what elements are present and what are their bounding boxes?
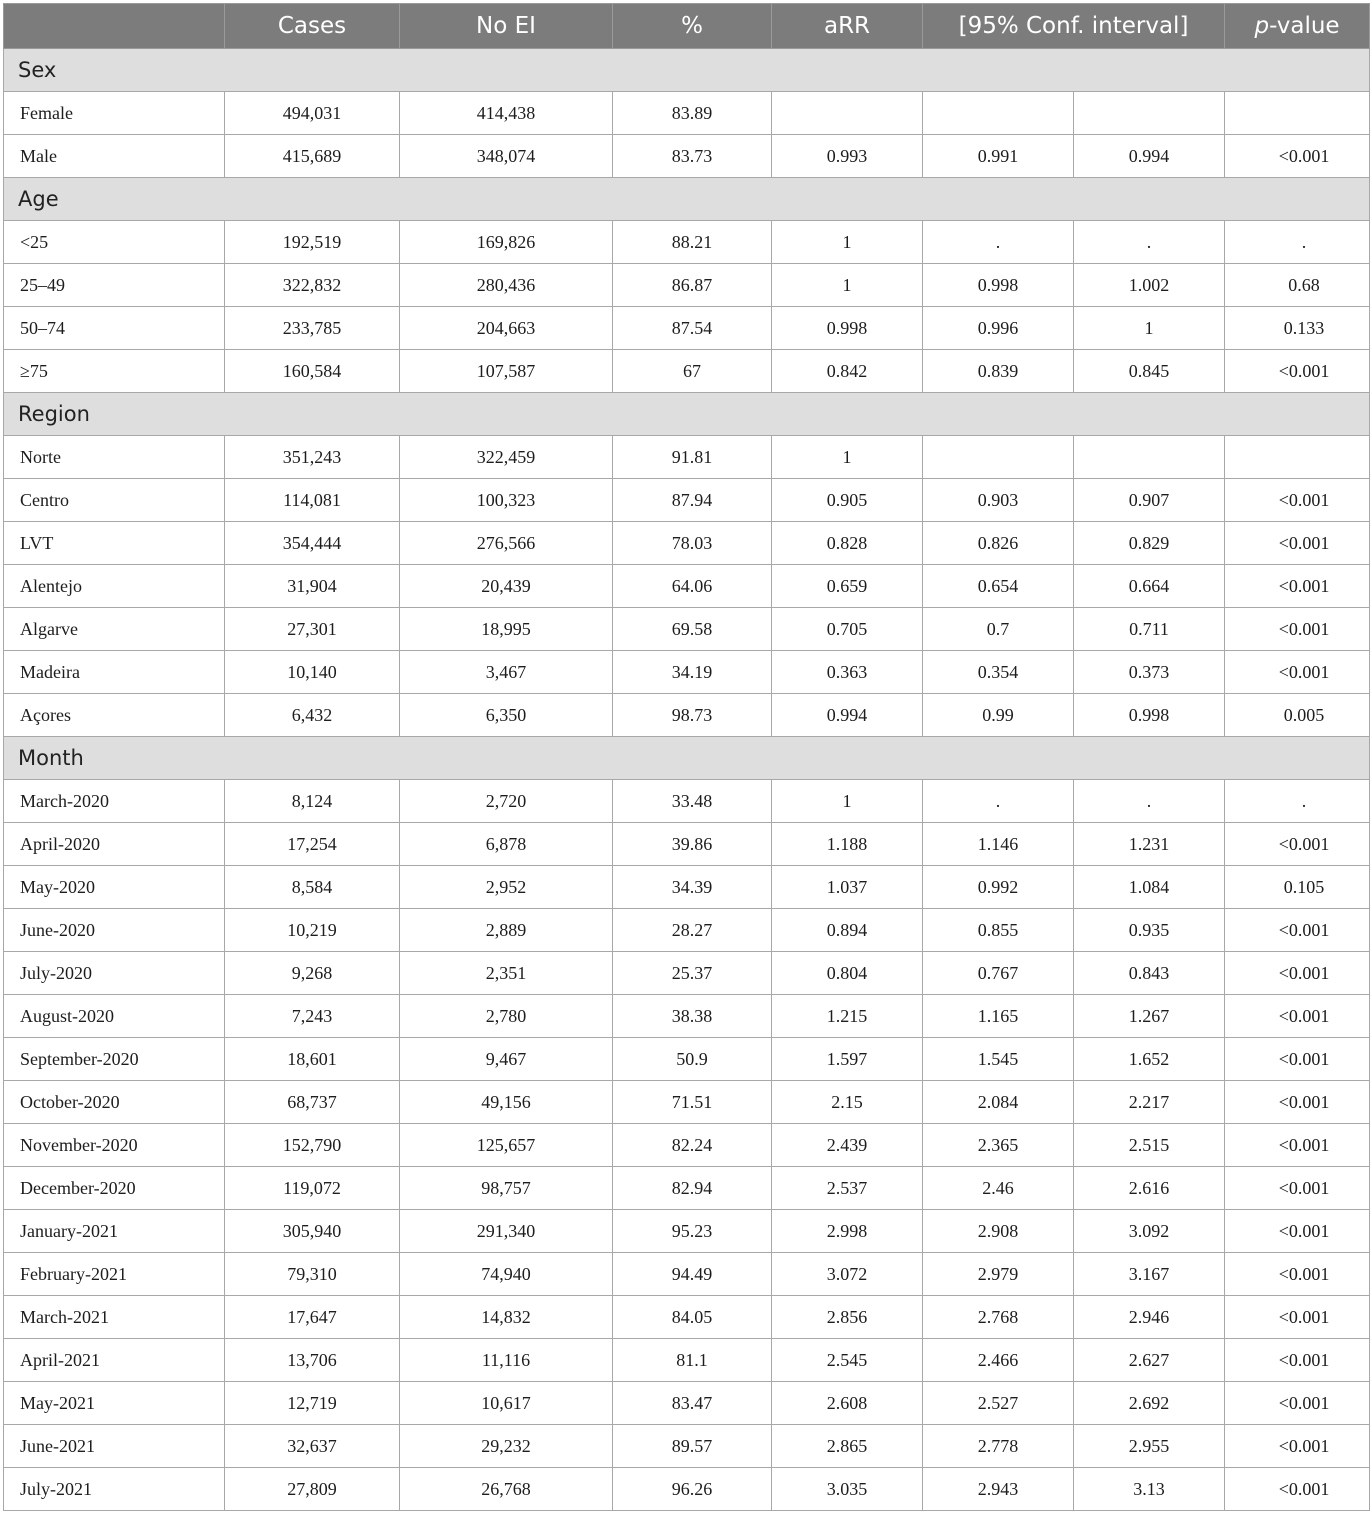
table-cell: 0.654 [923,565,1074,608]
table-row [4,909,1370,952]
table-cell: 2,720 [400,780,613,823]
table-row [4,694,1370,737]
table-cell: 2,952 [400,866,613,909]
table-cell: 0.711 [1074,608,1225,651]
table-cell: 354,444 [225,522,400,565]
table-cell: 2.946 [1074,1296,1225,1339]
table-cell: <0.001 [1225,1468,1370,1511]
table-cell: 6,350 [400,694,613,737]
table-cell: 0.839 [923,350,1074,393]
table-cell: 3.092 [1074,1210,1225,1253]
table-cell: 2.979 [923,1253,1074,1296]
table-cell: 291,340 [400,1210,613,1253]
table-cell: 81.1 [613,1339,772,1382]
table-cell: 2.865 [772,1425,923,1468]
table-cell: 79,310 [225,1253,400,1296]
table-cell [1225,436,1370,479]
table-cell: 0.935 [1074,909,1225,952]
row-label: January-2021 [4,1210,225,1253]
table-cell: 1 [772,436,923,479]
table-cell: <0.001 [1225,909,1370,952]
table-cell: 1 [772,221,923,264]
row-label: April-2020 [4,823,225,866]
table-cell: 0.991 [923,135,1074,178]
table-cell: <0.001 [1225,350,1370,393]
table-cell: 0.005 [1225,694,1370,737]
table-cell: 25.37 [613,952,772,995]
section-title: Month [4,737,1370,780]
table-row [4,1167,1370,1210]
table-cell: <0.001 [1225,1038,1370,1081]
table-row [4,952,1370,995]
table-cell: 0.998 [772,307,923,350]
table-cell: 0.804 [772,952,923,995]
table-cell: 3.13 [1074,1468,1225,1511]
table-cell: 6,878 [400,823,613,866]
table-cell: 0.993 [772,135,923,178]
table-row [4,1382,1370,1425]
table-cell: 0.7 [923,608,1074,651]
table-cell: 2.616 [1074,1167,1225,1210]
table-row [4,1425,1370,1468]
table-cell: 0.996 [923,307,1074,350]
table-cell: 82.24 [613,1124,772,1167]
section-row [4,178,1370,221]
row-label: Female [4,92,225,135]
table-cell: 2,889 [400,909,613,952]
table-row [4,135,1370,178]
table-cell: 11,116 [400,1339,613,1382]
table-cell: 1.545 [923,1038,1074,1081]
table-cell: . [1225,780,1370,823]
table-cell: 0.845 [1074,350,1225,393]
table-cell: <0.001 [1225,651,1370,694]
table-cell: 84.05 [613,1296,772,1339]
table-cell: 34.39 [613,866,772,909]
table-body [4,49,1370,1511]
table-cell: 0.903 [923,479,1074,522]
table-cell: 83.47 [613,1382,772,1425]
table-cell: 152,790 [225,1124,400,1167]
table-cell [1074,92,1225,135]
table-row [4,264,1370,307]
table-cell: 0.373 [1074,651,1225,694]
table-cell: 26,768 [400,1468,613,1511]
table-cell: 6,432 [225,694,400,737]
table-cell: 0.994 [1074,135,1225,178]
table-cell: 12,719 [225,1382,400,1425]
table-cell: <0.001 [1225,608,1370,651]
table-cell: 0.659 [772,565,923,608]
table-cell: 17,647 [225,1296,400,1339]
table-cell: 1 [1074,307,1225,350]
table-cell: 29,232 [400,1425,613,1468]
results-table [3,3,1370,1511]
table-row [4,651,1370,694]
table-cell: 87.94 [613,479,772,522]
table-row [4,1296,1370,1339]
table-cell: 0.664 [1074,565,1225,608]
table-cell: 69.58 [613,608,772,651]
table-cell: 3.072 [772,1253,923,1296]
table-cell: 348,074 [400,135,613,178]
table-cell: 351,243 [225,436,400,479]
table-cell: . [1225,221,1370,264]
table-cell: 0.363 [772,651,923,694]
header-row [4,4,1370,49]
table-cell: 2.692 [1074,1382,1225,1425]
table-cell: 233,785 [225,307,400,350]
table-cell: 322,459 [400,436,613,479]
table-cell: 17,254 [225,823,400,866]
section-row [4,737,1370,780]
table-cell: 204,663 [400,307,613,350]
table-cell: 2.466 [923,1339,1074,1382]
table-cell: 74,940 [400,1253,613,1296]
table-cell: 2.527 [923,1382,1074,1425]
row-label: Norte [4,436,225,479]
table-cell: 2.908 [923,1210,1074,1253]
table-cell: 10,617 [400,1382,613,1425]
table-cell: 2.778 [923,1425,1074,1468]
section-title: Region [4,393,1370,436]
table-cell: 2.084 [923,1081,1074,1124]
table-cell: 0.133 [1225,307,1370,350]
table-row [4,866,1370,909]
table-cell: 10,140 [225,651,400,694]
table-cell: . [1074,221,1225,264]
table-cell [1225,92,1370,135]
table-cell [1074,436,1225,479]
table-cell: 2.515 [1074,1124,1225,1167]
table-cell: 114,081 [225,479,400,522]
table-cell: 0.705 [772,608,923,651]
table-cell: <0.001 [1225,1253,1370,1296]
table-cell: . [923,221,1074,264]
table-cell: 9,268 [225,952,400,995]
table-cell: 1.084 [1074,866,1225,909]
table-cell: 0.829 [1074,522,1225,565]
table-cell: <0.001 [1225,1339,1370,1382]
table-row [4,1124,1370,1167]
table-cell: 31,904 [225,565,400,608]
table-cell: 71.51 [613,1081,772,1124]
table-cell: <0.001 [1225,1167,1370,1210]
table-cell: 39.86 [613,823,772,866]
row-label: February-2021 [4,1253,225,1296]
table-row [4,1038,1370,1081]
row-label: May-2021 [4,1382,225,1425]
table-row [4,436,1370,479]
table-cell: 98.73 [613,694,772,737]
row-label: December-2020 [4,1167,225,1210]
table-cell: 0.894 [772,909,923,952]
table-cell: 1.165 [923,995,1074,1038]
table-cell: 125,657 [400,1124,613,1167]
table-cell: 100,323 [400,479,613,522]
header-cases: Cases [225,4,400,49]
row-label: June-2020 [4,909,225,952]
table-cell: 0.843 [1074,952,1225,995]
table-cell: 88.21 [613,221,772,264]
table-cell: 3.035 [772,1468,923,1511]
table-cell: <0.001 [1225,1296,1370,1339]
table-cell: 2,351 [400,952,613,995]
table-cell: . [1074,780,1225,823]
row-label: <25 [4,221,225,264]
table-cell [772,92,923,135]
table-cell: 415,689 [225,135,400,178]
table-cell: 83.73 [613,135,772,178]
table-cell: <0.001 [1225,565,1370,608]
table-cell: 0.842 [772,350,923,393]
row-label: November-2020 [4,1124,225,1167]
table-cell: 1 [772,264,923,307]
table-cell: 0.105 [1225,866,1370,909]
table-cell: 2.955 [1074,1425,1225,1468]
table-cell: 2.768 [923,1296,1074,1339]
section-row [4,393,1370,436]
table-cell: 27,809 [225,1468,400,1511]
table-cell: 1 [772,780,923,823]
table-cell: 18,601 [225,1038,400,1081]
table-cell: 2.46 [923,1167,1074,1210]
table-cell: 87.54 [613,307,772,350]
row-label: Açores [4,694,225,737]
header-p-value [1225,4,1370,49]
table-cell: 89.57 [613,1425,772,1468]
row-label: April-2021 [4,1339,225,1382]
header-arr: aRR [772,4,923,49]
row-label: 25–49 [4,264,225,307]
table-row [4,522,1370,565]
table-cell: 67 [613,350,772,393]
table-cell: <0.001 [1225,952,1370,995]
table-cell: 86.87 [613,264,772,307]
row-label: 50–74 [4,307,225,350]
table-cell: . [923,780,1074,823]
table-cell: 1.652 [1074,1038,1225,1081]
table-row [4,780,1370,823]
table-row [4,995,1370,1038]
table-cell: 107,587 [400,350,613,393]
table-row [4,1081,1370,1124]
table-cell: 27,301 [225,608,400,651]
row-label: June-2021 [4,1425,225,1468]
table-cell: 8,124 [225,780,400,823]
table-cell: 96.26 [613,1468,772,1511]
table-cell: 95.23 [613,1210,772,1253]
table-cell: 1.215 [772,995,923,1038]
table-cell: 13,706 [225,1339,400,1382]
header-p-italic: p [1254,13,1270,39]
table-cell: 305,940 [225,1210,400,1253]
table-cell: 0.767 [923,952,1074,995]
table-cell [923,436,1074,479]
table-cell: 322,832 [225,264,400,307]
table-row [4,221,1370,264]
table-cell: 2.608 [772,1382,923,1425]
table-cell: 160,584 [225,350,400,393]
section-row [4,49,1370,92]
row-label: May-2020 [4,866,225,909]
table-cell: 98,757 [400,1167,613,1210]
table-row [4,1253,1370,1296]
table-cell: 2.537 [772,1167,923,1210]
table-cell: 0.994 [772,694,923,737]
row-label: ≥75 [4,350,225,393]
table-cell: 192,519 [225,221,400,264]
table-cell: 9,467 [400,1038,613,1081]
table-cell: 0.99 [923,694,1074,737]
header-conf-interval: [95% Conf. interval] [923,4,1225,49]
table-cell [923,92,1074,135]
section-title: Age [4,178,1370,221]
table-cell: 0.354 [923,651,1074,694]
table-cell: 0.907 [1074,479,1225,522]
table-cell: 0.68 [1225,264,1370,307]
row-label: Centro [4,479,225,522]
table-cell: 2.627 [1074,1339,1225,1382]
table-cell: 2.545 [772,1339,923,1382]
table-cell: <0.001 [1225,1081,1370,1124]
table-cell: <0.001 [1225,1124,1370,1167]
table-cell: 33.48 [613,780,772,823]
table-cell: 68,737 [225,1081,400,1124]
table-row [4,823,1370,866]
table-cell: 2.943 [923,1468,1074,1511]
header-p-rest: -value [1269,13,1340,39]
table-cell: 0.828 [772,522,923,565]
table-cell: 0.998 [1074,694,1225,737]
table-cell: 0.905 [772,479,923,522]
table-cell: 1.146 [923,823,1074,866]
header-percent: % [613,4,772,49]
table-cell: 0.826 [923,522,1074,565]
table-cell: 50.9 [613,1038,772,1081]
table-cell: 1.267 [1074,995,1225,1038]
table-cell: 2.15 [772,1081,923,1124]
table-cell: 20,439 [400,565,613,608]
table-cell: 32,637 [225,1425,400,1468]
table-cell: 414,438 [400,92,613,135]
table-cell: 0.998 [923,264,1074,307]
row-label: August-2020 [4,995,225,1038]
table-row [4,608,1370,651]
table-cell: 1.037 [772,866,923,909]
table-cell: 28.27 [613,909,772,952]
table-cell: 1.188 [772,823,923,866]
table-cell: 64.06 [613,565,772,608]
table-row [4,1339,1370,1382]
table-cell: <0.001 [1225,522,1370,565]
row-label: Algarve [4,608,225,651]
table-cell: 34.19 [613,651,772,694]
section-title: Sex [4,49,1370,92]
header-no-ei: No EI [400,4,613,49]
table-cell: <0.001 [1225,1425,1370,1468]
table-cell: <0.001 [1225,823,1370,866]
table-cell: 2.856 [772,1296,923,1339]
table-cell: 49,156 [400,1081,613,1124]
row-label: Madeira [4,651,225,694]
table-row [4,479,1370,522]
table-cell: 38.38 [613,995,772,1038]
table-cell: 91.81 [613,436,772,479]
table-cell: 2.365 [923,1124,1074,1167]
table-cell: 0.855 [923,909,1074,952]
table-cell: <0.001 [1225,1382,1370,1425]
row-label: Alentejo [4,565,225,608]
row-label: October-2020 [4,1081,225,1124]
table-cell: 18,995 [400,608,613,651]
table-cell: 2.998 [772,1210,923,1253]
table-row [4,1210,1370,1253]
table-row [4,307,1370,350]
table-cell: <0.001 [1225,479,1370,522]
table-row [4,350,1370,393]
table-cell: 2.217 [1074,1081,1225,1124]
row-label: September-2020 [4,1038,225,1081]
row-label: March-2020 [4,780,225,823]
table-cell: 2.439 [772,1124,923,1167]
row-label: LVT [4,522,225,565]
table-cell: 119,072 [225,1167,400,1210]
table-cell: 1.597 [772,1038,923,1081]
table-cell: 2,780 [400,995,613,1038]
table-cell: 1.231 [1074,823,1225,866]
table-row [4,565,1370,608]
table-cell: 78.03 [613,522,772,565]
header-empty [4,4,225,49]
table-row [4,92,1370,135]
table-cell: 94.49 [613,1253,772,1296]
table-row [4,1468,1370,1511]
table-cell: 10,219 [225,909,400,952]
table-cell: 83.89 [613,92,772,135]
table-cell: <0.001 [1225,1210,1370,1253]
table-cell: 14,832 [400,1296,613,1339]
table-cell: 82.94 [613,1167,772,1210]
table-cell: 8,584 [225,866,400,909]
table-cell: 3.167 [1074,1253,1225,1296]
row-label: March-2021 [4,1296,225,1339]
table-cell: 1.002 [1074,264,1225,307]
row-label: July-2020 [4,952,225,995]
table-cell: 494,031 [225,92,400,135]
table-cell: 0.992 [923,866,1074,909]
table-cell: 280,436 [400,264,613,307]
table-cell: 169,826 [400,221,613,264]
table-cell: 7,243 [225,995,400,1038]
row-label: July-2021 [4,1468,225,1511]
table-cell: <0.001 [1225,995,1370,1038]
table-cell: <0.001 [1225,135,1370,178]
row-label: Male [4,135,225,178]
table-cell: 3,467 [400,651,613,694]
table-cell: 276,566 [400,522,613,565]
